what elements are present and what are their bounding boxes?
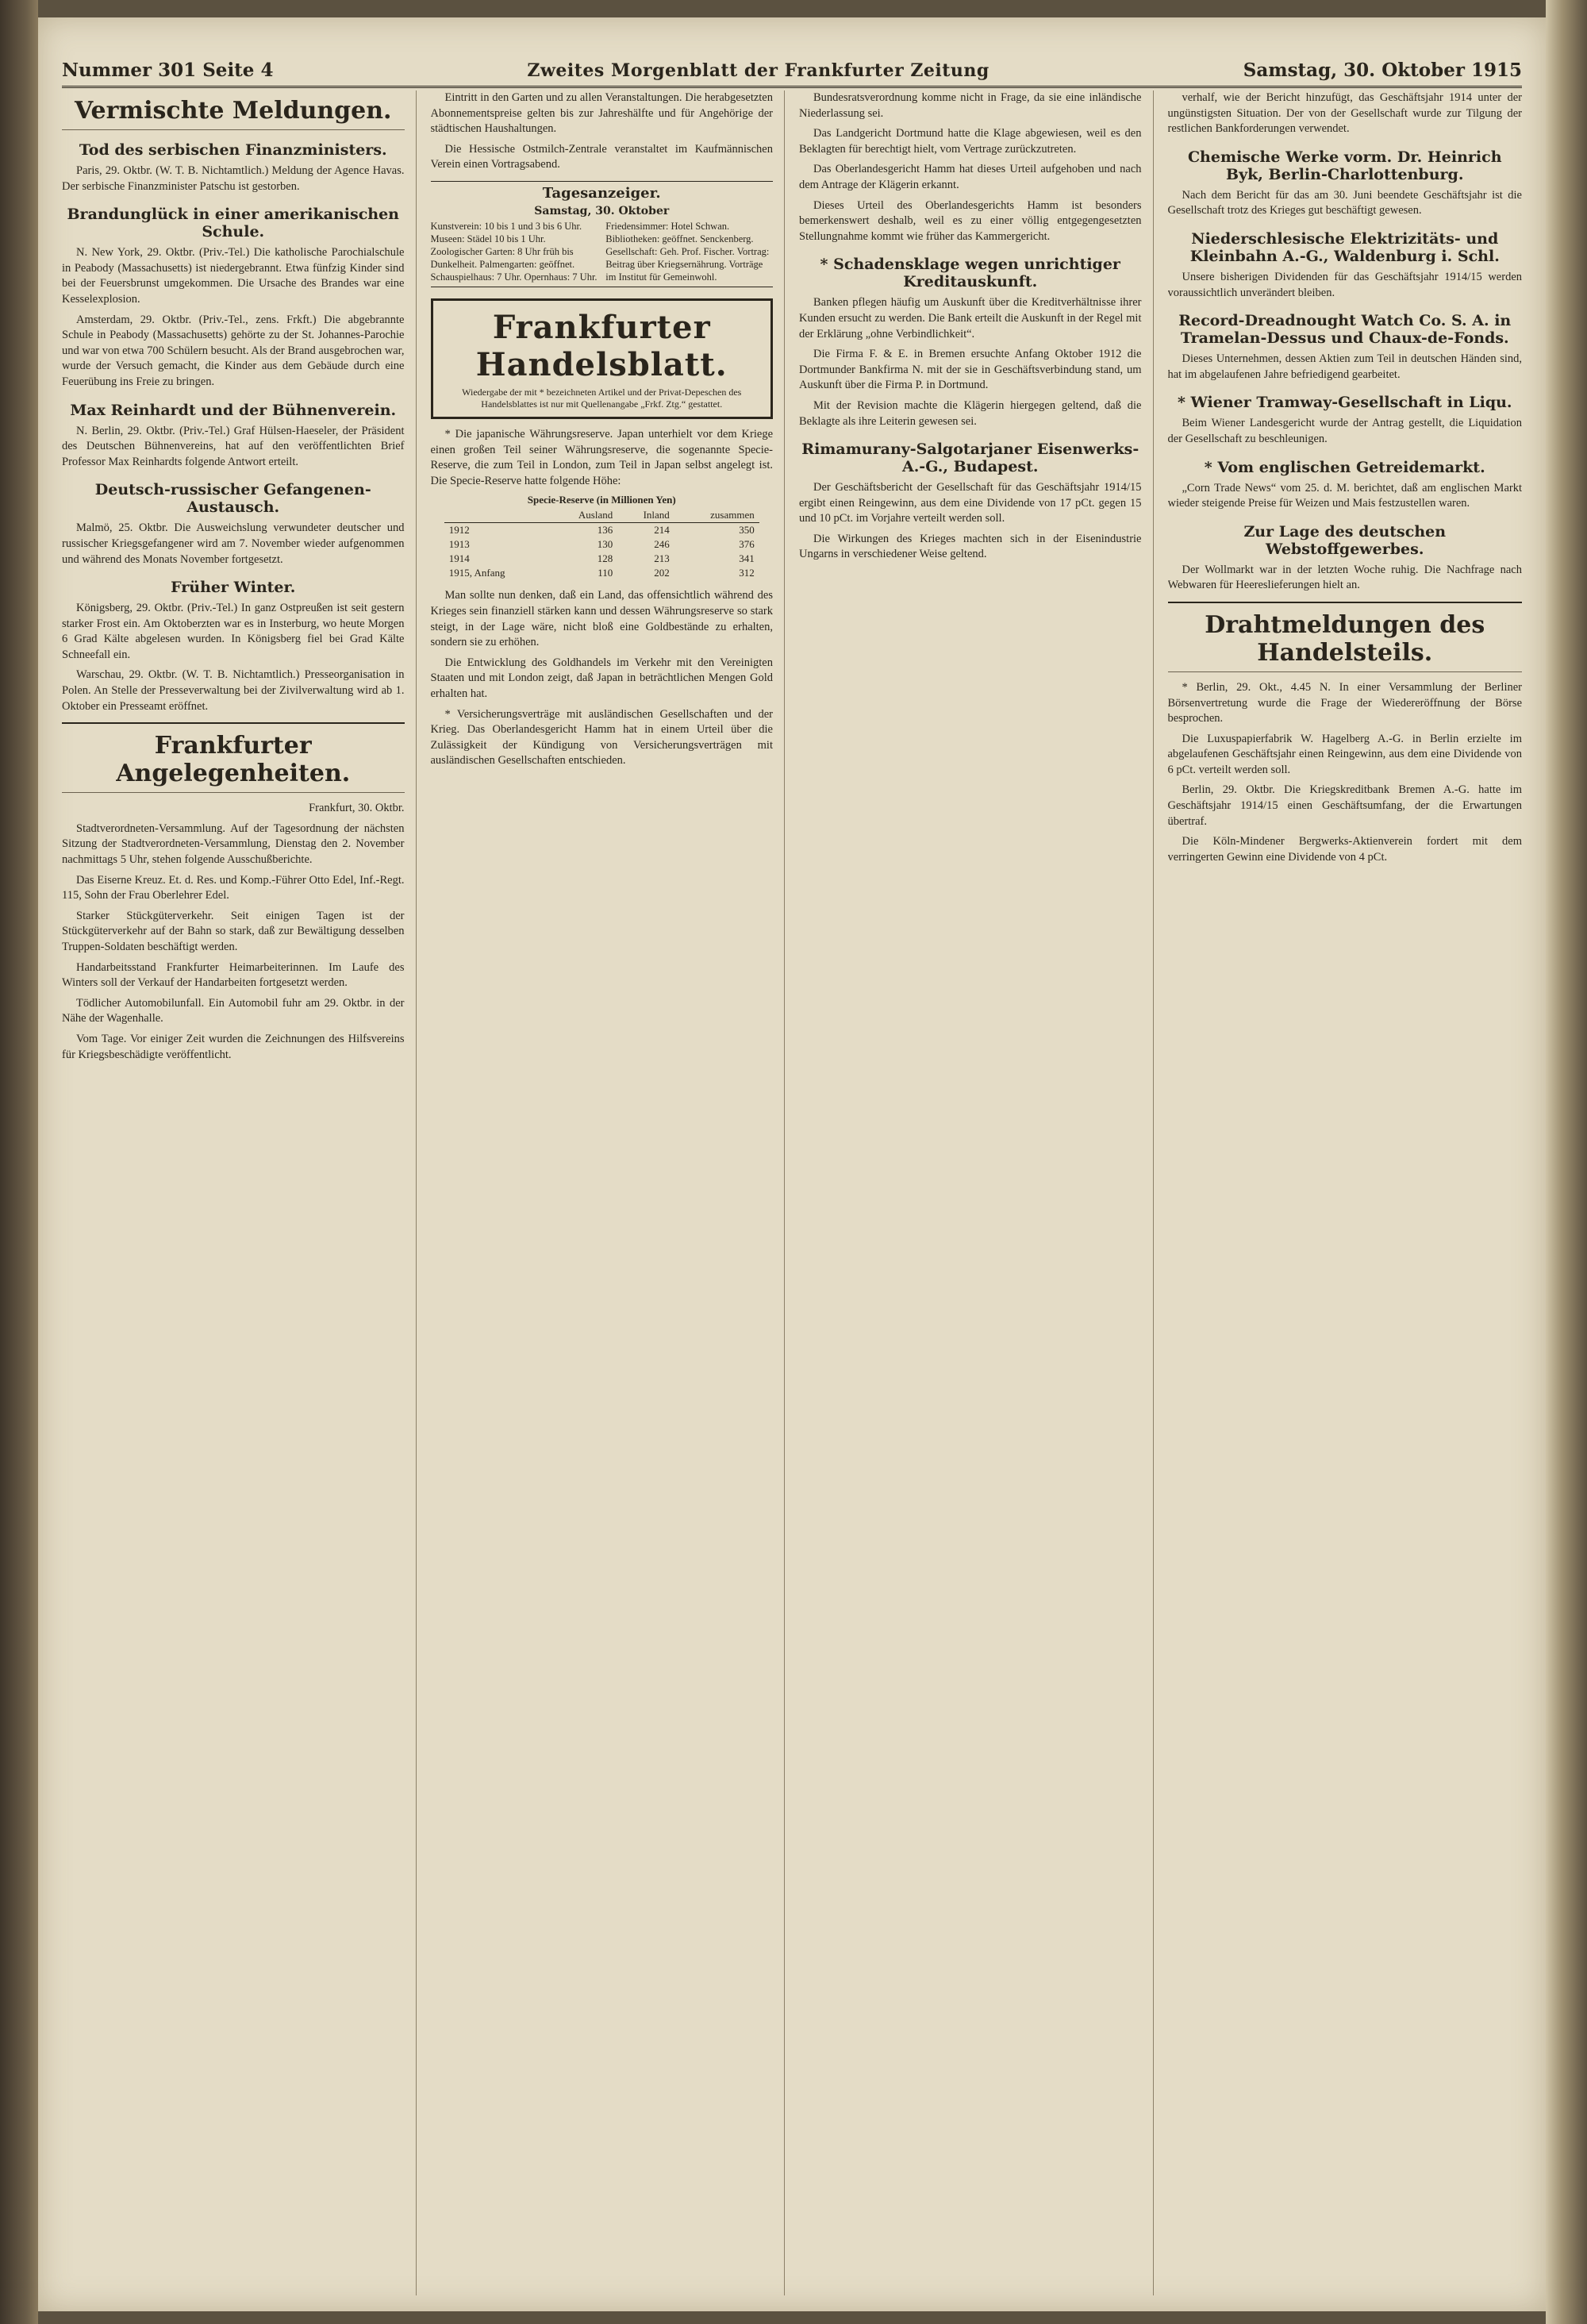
article-text: Man sollte nun denken, daß ein Land, das offensichtlich während des Krieges sein finanziell stärken kann und dessen Währungsreserve so stark steigt, in der Lage wäre, nicht bloß eine Goldbestände zu erhalten, sondern sie zu erhöhen. <box>430 589 773 649</box>
article-text: Berlin, 29. Oktbr. Die Kriegskreditbank Bremen A.-G. hatte im Geschäftsjahr 1914/15 einen Geschäftsumfang, der die Erwartungen übertraf. <box>1167 783 1522 828</box>
divider <box>62 722 405 724</box>
article-text: Bundesratsverordnung komme nicht in Frage, da sie eine inländische Niederlassung sei. <box>799 91 1142 120</box>
article-text: Eintritt in den Garten und zu allen Veranstaltungen. Die herabgesetzten Abonnementspreise gelten bis zur Jahreshälfte und für Angehörige der städtischen Haushaltungen. <box>430 91 773 136</box>
article-text: Das Landgericht Dortmund hatte die Klage abgewiesen, weil es den Beklagten für berechtigt hielt, vom Vertrage zurückzutreten. <box>799 127 1142 156</box>
article-columns <box>62 90 1522 2295</box>
table-cell: 202 <box>654 567 670 579</box>
article-text: * Berlin, 29. Okt., 4.45 N. In einer Versammlung der Berliner Börsenvertretung wurde die Frage der Wiedereröffnung der Börse besprochen. <box>1167 680 1522 725</box>
article-text: Nach dem Bericht für das am 30. Juni beendete Geschäftsjahr ist die Gesellschaft trotz des Krieges gut beschäftigt gewesen. <box>1167 188 1522 217</box>
section-heading: Drahtmeldungen des Handelsteils. <box>1168 611 1523 672</box>
article-heading: Brandunglück in einer amerikanischen Schule. <box>67 206 399 241</box>
table-cell: 1912 <box>448 524 470 537</box>
newspaper-title: Zweites Morgenblatt der Frankfurter Zeitung <box>527 60 989 81</box>
article-text: Banken pflegen häufig um Auskunft über die Kreditverhältnisse ihrer Kunden ersucht zu werden. Die Bank erteilt die Auskunft in der Regel mit der Erklärung „ohne Verbindlichkeit“. <box>799 296 1142 341</box>
article-text: Die Firma F. & E. in Bremen ersuchte Anfang Oktober 1912 die Dortmunder Bankfirma N. mit der sie in Geschäftsverbindung stand, um Auskunft über die Firma P. in Dortmund. <box>799 348 1142 392</box>
article-text: Warschau, 29. Oktbr. (W. T. B. Nichtamtlich.) Presseorganisation in Polen. An Stelle der Presseverwaltung bei der Zivilverwaltung wird ab 1. Oktober ein Presseamt eröffnet. <box>62 668 405 713</box>
article-text: Malmö, 25. Oktbr. Die Ausweichslung verwundeter deutscher und russischer Kriegsgefangener wird am 7. November wieder aufgenommen und während des Monats November fortgesetzt. <box>62 521 405 566</box>
article-heading: Max Reinhardt und der Bühnenverein. <box>70 401 397 419</box>
article-text: Dieses Unternehmen, dessen Aktien zum Teil in deutschen Händen sind, hat im abgelaufenen Jahre befriedigend gearbeitet. <box>1167 352 1522 381</box>
tagesanzeiger-title: Tagesanzeiger. <box>542 184 661 202</box>
article-heading: * Vom englischen Getreidemarkt. <box>1204 458 1485 476</box>
table-cell: 1913 <box>448 538 470 551</box>
table-header-cell: Inland <box>617 508 674 523</box>
table-header-cell: zusammen <box>674 508 759 523</box>
article-text: N. Berlin, 29. Oktbr. (Priv.-Tel.) Graf Hülsen-Haeseler, der Präsident des Deutschen Bühnenvereins, hat auf den veröffentlichten Brief Professor Max Reinhardts folgende Antwort erteilt. <box>62 424 405 468</box>
column-4 <box>1168 90 1523 2295</box>
table-row <box>444 537 759 552</box>
column-3 <box>799 90 1154 2295</box>
article-heading: Zur Lage des deutschen Webstoffgewerbes. <box>1243 522 1447 558</box>
table-cell: 246 <box>654 538 670 551</box>
column-1 <box>62 90 417 2295</box>
tagesanzeiger-right: Friedensimmer: Hotel Schwan. Bibliotheken: geöffnet. Senckenberg. Gesellschaft: Geh. Prof. Fischer. Vortrag: Beitrag über Kriegsernährung. Vorträge im Institut für Gemeinwohl. <box>605 220 770 283</box>
article-heading: Record-Dreadnought Watch Co. S. A. in Tramelan-Dessus und Chaux-de-Fonds. <box>1178 312 1512 348</box>
table-cell: 213 <box>654 552 670 565</box>
article-heading: Früher Winter. <box>171 579 296 597</box>
table-cell: 312 <box>739 567 755 579</box>
table-cell: 110 <box>598 567 613 579</box>
book-spine <box>0 0 38 2324</box>
table-cell: 376 <box>739 538 755 551</box>
article-text: Unsere bisherigen Dividenden für das Geschäftsjahr 1914/15 werden voraussichtlich unverändert bleiben. <box>1167 270 1522 299</box>
article-heading: Tod des serbischen Finanzministers. <box>79 141 387 159</box>
specie-reserve-table <box>444 494 759 580</box>
table-caption: Specie-Reserve (in Millionen Yen) <box>527 494 676 506</box>
table-cell: 214 <box>654 524 670 537</box>
article-text: Vom Tage. Vor einiger Zeit wurden die Zeichnungen des Hilfsvereins für Kriegsbeschädigte veröffentlicht. <box>62 1032 405 1061</box>
table-cell: 350 <box>739 524 755 537</box>
article-text: Mit der Revision machte die Klägerin hiergegen geltend, daß die Beklagte als ihre Leiterin gewesen sei. <box>799 398 1142 428</box>
table-cell: 341 <box>739 552 755 565</box>
article-text: Handarbeitsstand Frankfurter Heimarbeiterinnen. Im Laufe des Winters soll der Verkauf der Handarbeiten fortgesetzt werden. <box>62 960 405 990</box>
article-text: Starker Stückgüterverkehr. Seit einigen Tagen ist der Stückgüterverkehr auf der Bahn so stark, daß zur Bewältigung desselben Truppen-Soldaten beschäftigt werden. <box>62 909 405 953</box>
article-text: Königsberg, 29. Oktbr. (Priv.-Tel.) In ganz Ostpreußen ist seit gestern starker Frost ein. Am Oktoberzten war es in Insterburg, wo heute Morgen 6 Grad Kälte abgelesen wurden. In Königsberg fiel bei Grad Kälte Schneefall ein. <box>62 602 405 661</box>
tagesanzeiger-left: Kunstverein: 10 bis 1 und 3 bis 6 Uhr. Museen: Städel 10 bis 1 Uhr. Zoologischer Garten: 8 Uhr früh bis Dunkelheit. Palmengarten: geöffnet. Schauspielhaus: 7 Uhr. Opernhaus: 7 Uhr. <box>430 220 598 283</box>
table-cell: 130 <box>597 538 613 551</box>
table-row <box>444 523 759 538</box>
page-edge <box>1546 0 1587 2324</box>
article-text: * Versicherungsverträge mit ausländischen Gesellschaften und der Krieg. Das Oberlandesgericht Hamm hat in einem Urteil über die Zulässigkeit der Kündigung von Versicherungsverträgen mit ausländischen Gesellschaften entschieden. <box>430 707 773 768</box>
article-heading: Rimamurany-Salgotarjaner Eisenwerks-A.-G., Budapest. <box>801 441 1139 476</box>
table-header-cell: Ausland <box>548 508 618 523</box>
article-heading: Chemische Werke vorm. Dr. Heinrich Byk, Berlin-Charlottenburg. <box>1187 148 1502 183</box>
article-text: N. New York, 29. Oktbr. (Priv.-Tel.) Die katholische Parochialschule in Peabody (Massachusetts) ist niedergebrannt. Etwa fünfzig Kinder sind bei der Feuersbrunst umgekommen. Die Ursache des Brandes war eine Kesselexplosion. <box>62 246 405 306</box>
article-text: Der Wollmarkt war in der letzten Woche ruhig. Die Nachfrage nach Webwaren für Heereslieferungen hielt an. <box>1167 563 1522 592</box>
issue-date: Samstag, 30. Oktober 1915 <box>1243 60 1522 81</box>
article-heading: * Wiener Tramway-Gesellschaft in Liqu. <box>1177 394 1512 412</box>
article-text: * Die japanische Währungsreserve. Japan unterhielt vor dem Kriege einen großen Teil seiner Währungsreserve, die sogenannte Specie-Reserve, die zum Teil in London, zum Teil in Japan selbst angelegt ist. Die Specie-Reserve hatte folgende Höhe: <box>430 427 773 487</box>
dateline: Frankfurt, 30. Oktbr. <box>309 802 405 815</box>
article-text: Die Luxuspapierfabrik W. Hagelberg A.-G. in Berlin erzielte im abgelaufenen Geschäftsjahr einen Reingewinn, aus dem eine Dividende von 6 pCt. verteilt werden soll. <box>1167 732 1522 776</box>
article-text: Die Entwicklung des Goldhandels im Verkehr mit den Vereinigten Staaten und mit London zeigt, daß Japan in beträchtlichen Mengen Gold erhalten hat. <box>430 656 773 700</box>
article-heading: * Schadensklage wegen unrichtiger Kreditauskunft. <box>820 256 1120 291</box>
tagesanzeiger-date: Samstag, 30. Oktober <box>534 204 670 217</box>
article-text: Beim Wiener Landesgericht wurde der Antrag gestellt, die Liquidation der Gesellschaft zu beschleunigen. <box>1167 417 1522 445</box>
newspaper-page <box>38 17 1546 2311</box>
divider <box>1168 602 1523 603</box>
article-text: Die Wirkungen des Krieges machten sich in der Eisenindustrie Ungarns in verschiedener Weise geltend. <box>799 532 1142 561</box>
handelsblatt-title: Frankfurter Handelsblatt. <box>475 308 728 383</box>
article-text: Amsterdam, 29. Oktbr. (Priv.-Tel., zens. Frkft.) Die abgebrannte Schule in Peabody (Massachusetts) gehörte zu der St. Johannes-Parochie und war von etwa 700 Schülern besucht. Als der Brand ausgebrochen war, wurde der Versuch gemacht, die Kinder aus dem Gebäude durch eine Feuerübung ins Freie zu bringen. <box>62 313 405 388</box>
article-text: Stadtverordneten-Versammlung. Auf der Tagesordnung der nächsten Sitzung der Stadtverordneten-Versammlung, Dienstag den 2. November nachmittags 5 Uhr, stehen folgende Ausschußberichte. <box>62 821 405 867</box>
article-text: Paris, 29. Oktbr. (W. T. B. Nichtamtlich.) Meldung der Agence Havas. Der serbische Finanzminister Patschu ist gestorben. <box>62 164 405 193</box>
table-row <box>444 552 759 566</box>
article-text: Die Hessische Ostmilch-Zentrale veranstaltet im Kaufmännischen Verein einen Vortragsabend. <box>430 142 773 171</box>
section-heading: Vermischte Meldungen. <box>62 97 405 130</box>
section-heading: Frankfurter Angelegenheiten. <box>62 732 405 793</box>
table-row <box>444 566 759 580</box>
article-text: Das Oberlandesgericht Hamm hat dieses Urteil aufgehoben und nach dem Antrage der Klägerin erkannt. <box>799 163 1142 191</box>
table-cell: 128 <box>597 552 613 565</box>
article-text: verhalf, wie der Bericht hinzufügt, das Geschäftsjahr 1914 unter der ungünstigsten Situation. Der von der Gesellschaft wurde zur Tilgung der restlichen Bankforderungen verwendet. <box>1167 91 1522 136</box>
article-text: Der Geschäftsbericht der Gesellschaft für das Geschäftsjahr 1914/15 ergibt einen Reingewinn, aus dem eine Dividende von 17 pCt. gegen 15 und 10 pCt. im Vorjahre verteilt werden soll. <box>799 481 1142 525</box>
table-header-cell <box>444 508 548 523</box>
handelsblatt-banner <box>431 298 774 419</box>
table-cell: 1914 <box>448 552 470 565</box>
issue-number: Nummer 301 Seite 4 <box>62 60 274 81</box>
table-cell: 136 <box>597 524 613 537</box>
table-cell: 1915, Anfang <box>448 567 505 579</box>
tagesanzeiger-box <box>431 181 774 287</box>
article-heading: Deutsch-russischer Gefangenen-Austausch. <box>94 481 371 517</box>
handelsblatt-note: Wiedergabe der mit * bezeichneten Artikel und der Privat-Depeschen des Handelsblattes ist nur mit Quellenangabe „Frkf. Ztg.“ gestattet. <box>462 386 742 410</box>
article-text: Die Köln-Mindener Bergwerks-Aktienverein fordert mit dem verringerten Gewinn eine Dividende von 4 pCt. <box>1167 835 1522 864</box>
table-header-row <box>444 508 759 523</box>
article-text: „Corn Trade News“ vom 25. d. M. berichtet, daß am englischen Markt wieder steigende Preise für Weizen und Mais festzustellen waren. <box>1167 481 1522 510</box>
column-2 <box>431 90 786 2295</box>
masthead <box>62 40 1522 88</box>
article-text: Tödlicher Automobilunfall. Ein Automobil fuhr am 29. Oktbr. in der Nähe der Wagenhalle. <box>62 996 405 1025</box>
article-text: Dieses Urteil des Oberlandesgerichts Hamm ist besonders bemerkenswert deshalb, weil es zu einer völlig entgegengesetzten Stellungnahme kommt wie früher das Kammergericht. <box>799 198 1142 243</box>
article-text: Das Eiserne Kreuz. Et. d. Res. und Komp.-Führer Otto Edel, Inf.-Regt. 115, Sohn der Frau Oberlehrer Edel. <box>62 873 405 902</box>
article-heading: Niederschlesische Elektrizitäts- und Kleinbahn A.-G., Waldenburg i. Schl. <box>1189 229 1500 265</box>
